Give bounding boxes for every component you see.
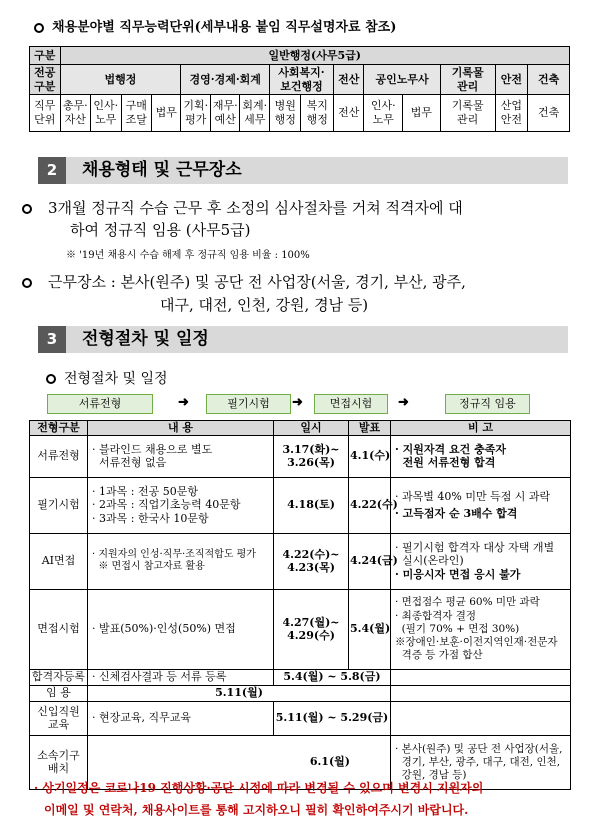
arrow-right-icon: ➜	[398, 395, 409, 410]
unit-cell: 법무	[152, 95, 181, 132]
job-section-title-text: 채용분야별 직무능력단위(세부내용 붙임 직무설명자료 참조)	[52, 20, 397, 35]
stage-cell: AI면접	[30, 533, 88, 589]
note-line: · 필기시험 합격자 대상 자택 개별 실시(온라인)	[395, 540, 555, 568]
table-row	[30, 589, 571, 669]
note-cell	[391, 477, 571, 533]
date-cell: 4.18(토)	[274, 477, 349, 533]
announce-cell: 4.1(수)	[349, 435, 391, 477]
footer-line-1: · 상기일정은 코로나19 진행상황·공단 시정에 따라 변경될 수 있으며 변경시 지원자의	[34, 781, 484, 795]
note-cell: · 면접점수 평균 60% 미만 과락 · 최종합격자 결정 (필기 70% + 면접 30%) ※장애인·보훈·이전지역인재·전문자 격증 등 가점 합산	[391, 589, 571, 669]
sec3-subtitle-text: 전형절차 및 일정	[64, 371, 168, 387]
note-line: · 과목별 40% 미만 득점 시 과락	[395, 489, 551, 503]
content-cell: · 블라인드 채용으로 별도 서류전형 없음	[88, 435, 274, 477]
flow-step-hire: 정규직 임용	[445, 394, 530, 414]
note-line-bold: · 고득점자 순 3배수 합격	[395, 507, 518, 521]
unit-cell: 인사· 노무	[91, 95, 122, 132]
table-row	[30, 435, 571, 477]
group-records: 기록물 관리	[440, 65, 495, 95]
header-stage: 전형구분	[30, 421, 88, 436]
announce-cell: 4.24(금)	[349, 533, 391, 589]
unit-cell: 병원 행정	[269, 95, 301, 132]
header-announce: 발표	[349, 421, 391, 436]
sec2-para-2b: 대구, 대전, 인천, 강원, 경남 등)	[160, 296, 369, 314]
stage-cell: 합격자등록	[30, 669, 88, 685]
date-cell: 3.17(화)~ 3.26(목)	[274, 435, 349, 477]
arrow-right-icon: ➜	[178, 395, 189, 410]
date-cell: 5.4(월) ~ 5.8(금)	[274, 669, 391, 685]
circle-bullet-icon	[22, 204, 32, 214]
footer-line-2: 이메일 및 연락처, 채용사이트를 통해 고지하오니 필히 확인하여주시기 바랍니다.	[44, 803, 469, 817]
group-law-admin: 법행정	[60, 65, 181, 95]
header-date: 일시	[274, 421, 349, 436]
unit-label: 직무 단위	[30, 95, 61, 132]
unit-cell: 총무· 자산	[60, 95, 91, 132]
unit-cell: 전산	[333, 95, 364, 132]
note-cell	[391, 533, 571, 589]
note-cell	[391, 669, 571, 685]
header-general-admin: 일반행정(사무5급)	[60, 47, 570, 65]
table-row	[30, 477, 571, 533]
table-row	[30, 685, 571, 701]
sec2-para-1b: 하여 정규직 임용 (사무5급)	[70, 221, 251, 239]
flow-step-written: 필기시험	[206, 394, 291, 414]
date-cell: 5.11(월)	[88, 685, 391, 701]
unit-cell: 법무	[403, 95, 441, 132]
content-cell: · 1과목 : 전공 50문항 · 2과목 : 직업기초능력 40문항 · 3과목 : 한국사 10문항	[88, 477, 274, 533]
unit-cell: 산업 안전	[495, 95, 528, 132]
unit-cell: 인사· 노무	[364, 95, 403, 132]
header-note: 비 고	[391, 421, 571, 436]
sec3-subtitle	[46, 368, 168, 388]
arrow-right-icon: ➜	[292, 395, 303, 410]
group-it: 전산	[333, 65, 364, 95]
section-3-number: 3	[38, 326, 66, 353]
circle-bullet-icon	[46, 374, 56, 384]
date-cell: 4.22(수)~ 4.23(목)	[274, 533, 349, 589]
stage-cell: 임 용	[30, 685, 88, 701]
sec2-p1-text: 3개월 정규직 수습 근무 후 소정의 심사절차를 거쳐 적격자에 대	[48, 199, 463, 217]
job-unit-table	[29, 46, 570, 132]
unit-cell: 재무· 예산	[210, 95, 239, 132]
announce-cell: 4.22(수)	[349, 477, 391, 533]
sec2-note: ※ '19년 채용시 수습 해제 후 정규직 임용 비율 : 100%	[66, 250, 310, 261]
table-row	[30, 533, 571, 589]
sec2-para-2	[48, 270, 466, 294]
unit-cell: 기획· 평가	[181, 95, 210, 132]
section-3-title: 전형절차 및 일정	[82, 329, 209, 349]
stage-cell: 신입직원 교육	[30, 701, 88, 735]
unit-cell: 구매 조달	[121, 95, 152, 132]
group-labor: 공인노무사	[364, 65, 440, 95]
unit-cell: 기록물 관리	[440, 95, 495, 132]
circle-bullet-icon	[34, 23, 44, 33]
date-cell: 4.27(월)~ 4.29(수)	[274, 589, 349, 669]
date-cell: 6.1(월)	[88, 735, 391, 789]
note-cell	[391, 685, 571, 701]
group-welfare: 사회복지· 보건행정	[269, 65, 333, 95]
group-safety: 안전	[495, 65, 528, 95]
note-cell: · 본사(원주) 및 공단 전 사업장(서울, 경기, 부산, 광주, 대구, 대전, 인천, 강원, 경남 등)	[391, 735, 571, 789]
content-cell: · 신체검사결과 등 서류 등록	[88, 669, 274, 685]
table-row	[30, 669, 571, 685]
note-cell: · 지원자격 요건 충족자 전원 서류전형 합격	[391, 435, 571, 477]
group-architecture: 건축	[528, 65, 570, 95]
section-2-number: 2	[38, 157, 66, 184]
section-3-header	[38, 326, 568, 353]
footer-notice	[34, 777, 574, 821]
header-content: 내 용	[88, 421, 274, 436]
sec2-para-1	[48, 196, 463, 220]
sec2-p2-text: 근무장소 : 본사(원주) 및 공단 전 사업장(서울, 경기, 부산, 광주,	[48, 273, 466, 291]
note-line-bold: · 미응시자 면접 응시 불가	[395, 568, 521, 582]
note-cell	[391, 701, 571, 735]
schedule-table	[29, 420, 571, 790]
section-2-header	[38, 157, 568, 184]
announce-cell: 5.4(월)	[349, 589, 391, 669]
flow-step-interview: 면접시험	[314, 394, 388, 414]
table-row	[30, 701, 571, 735]
content-cell: · 현장교육, 직무교육	[88, 701, 274, 735]
section-2-title: 채용형태 및 근무장소	[82, 160, 242, 180]
stage-cell: 필기시험	[30, 477, 88, 533]
header-gubun: 구분	[30, 47, 61, 65]
group-business: 경영·경제·회계	[181, 65, 269, 95]
major-label: 전공 구분	[30, 65, 61, 95]
date-cell: 5.11(월) ~ 5.29(금)	[274, 701, 391, 735]
unit-cell: 회계· 세무	[240, 95, 269, 132]
unit-cell: 복지 행정	[301, 95, 334, 132]
content-cell: · 지원자의 인성·직무·조직적합도 평가 ※ 면접시 참고자료 활용	[88, 533, 274, 589]
job-section-title	[34, 16, 396, 35]
content-cell: · 발표(50%)·인성(50%) 면접	[88, 589, 274, 669]
stage-cell: 소속기구 배치	[30, 735, 88, 789]
unit-cell: 건축	[528, 95, 570, 132]
stage-cell: 서류전형	[30, 435, 88, 477]
flow-step-document: 서류전형	[47, 394, 153, 414]
stage-cell: 면접시험	[30, 589, 88, 669]
circle-bullet-icon	[22, 278, 32, 288]
